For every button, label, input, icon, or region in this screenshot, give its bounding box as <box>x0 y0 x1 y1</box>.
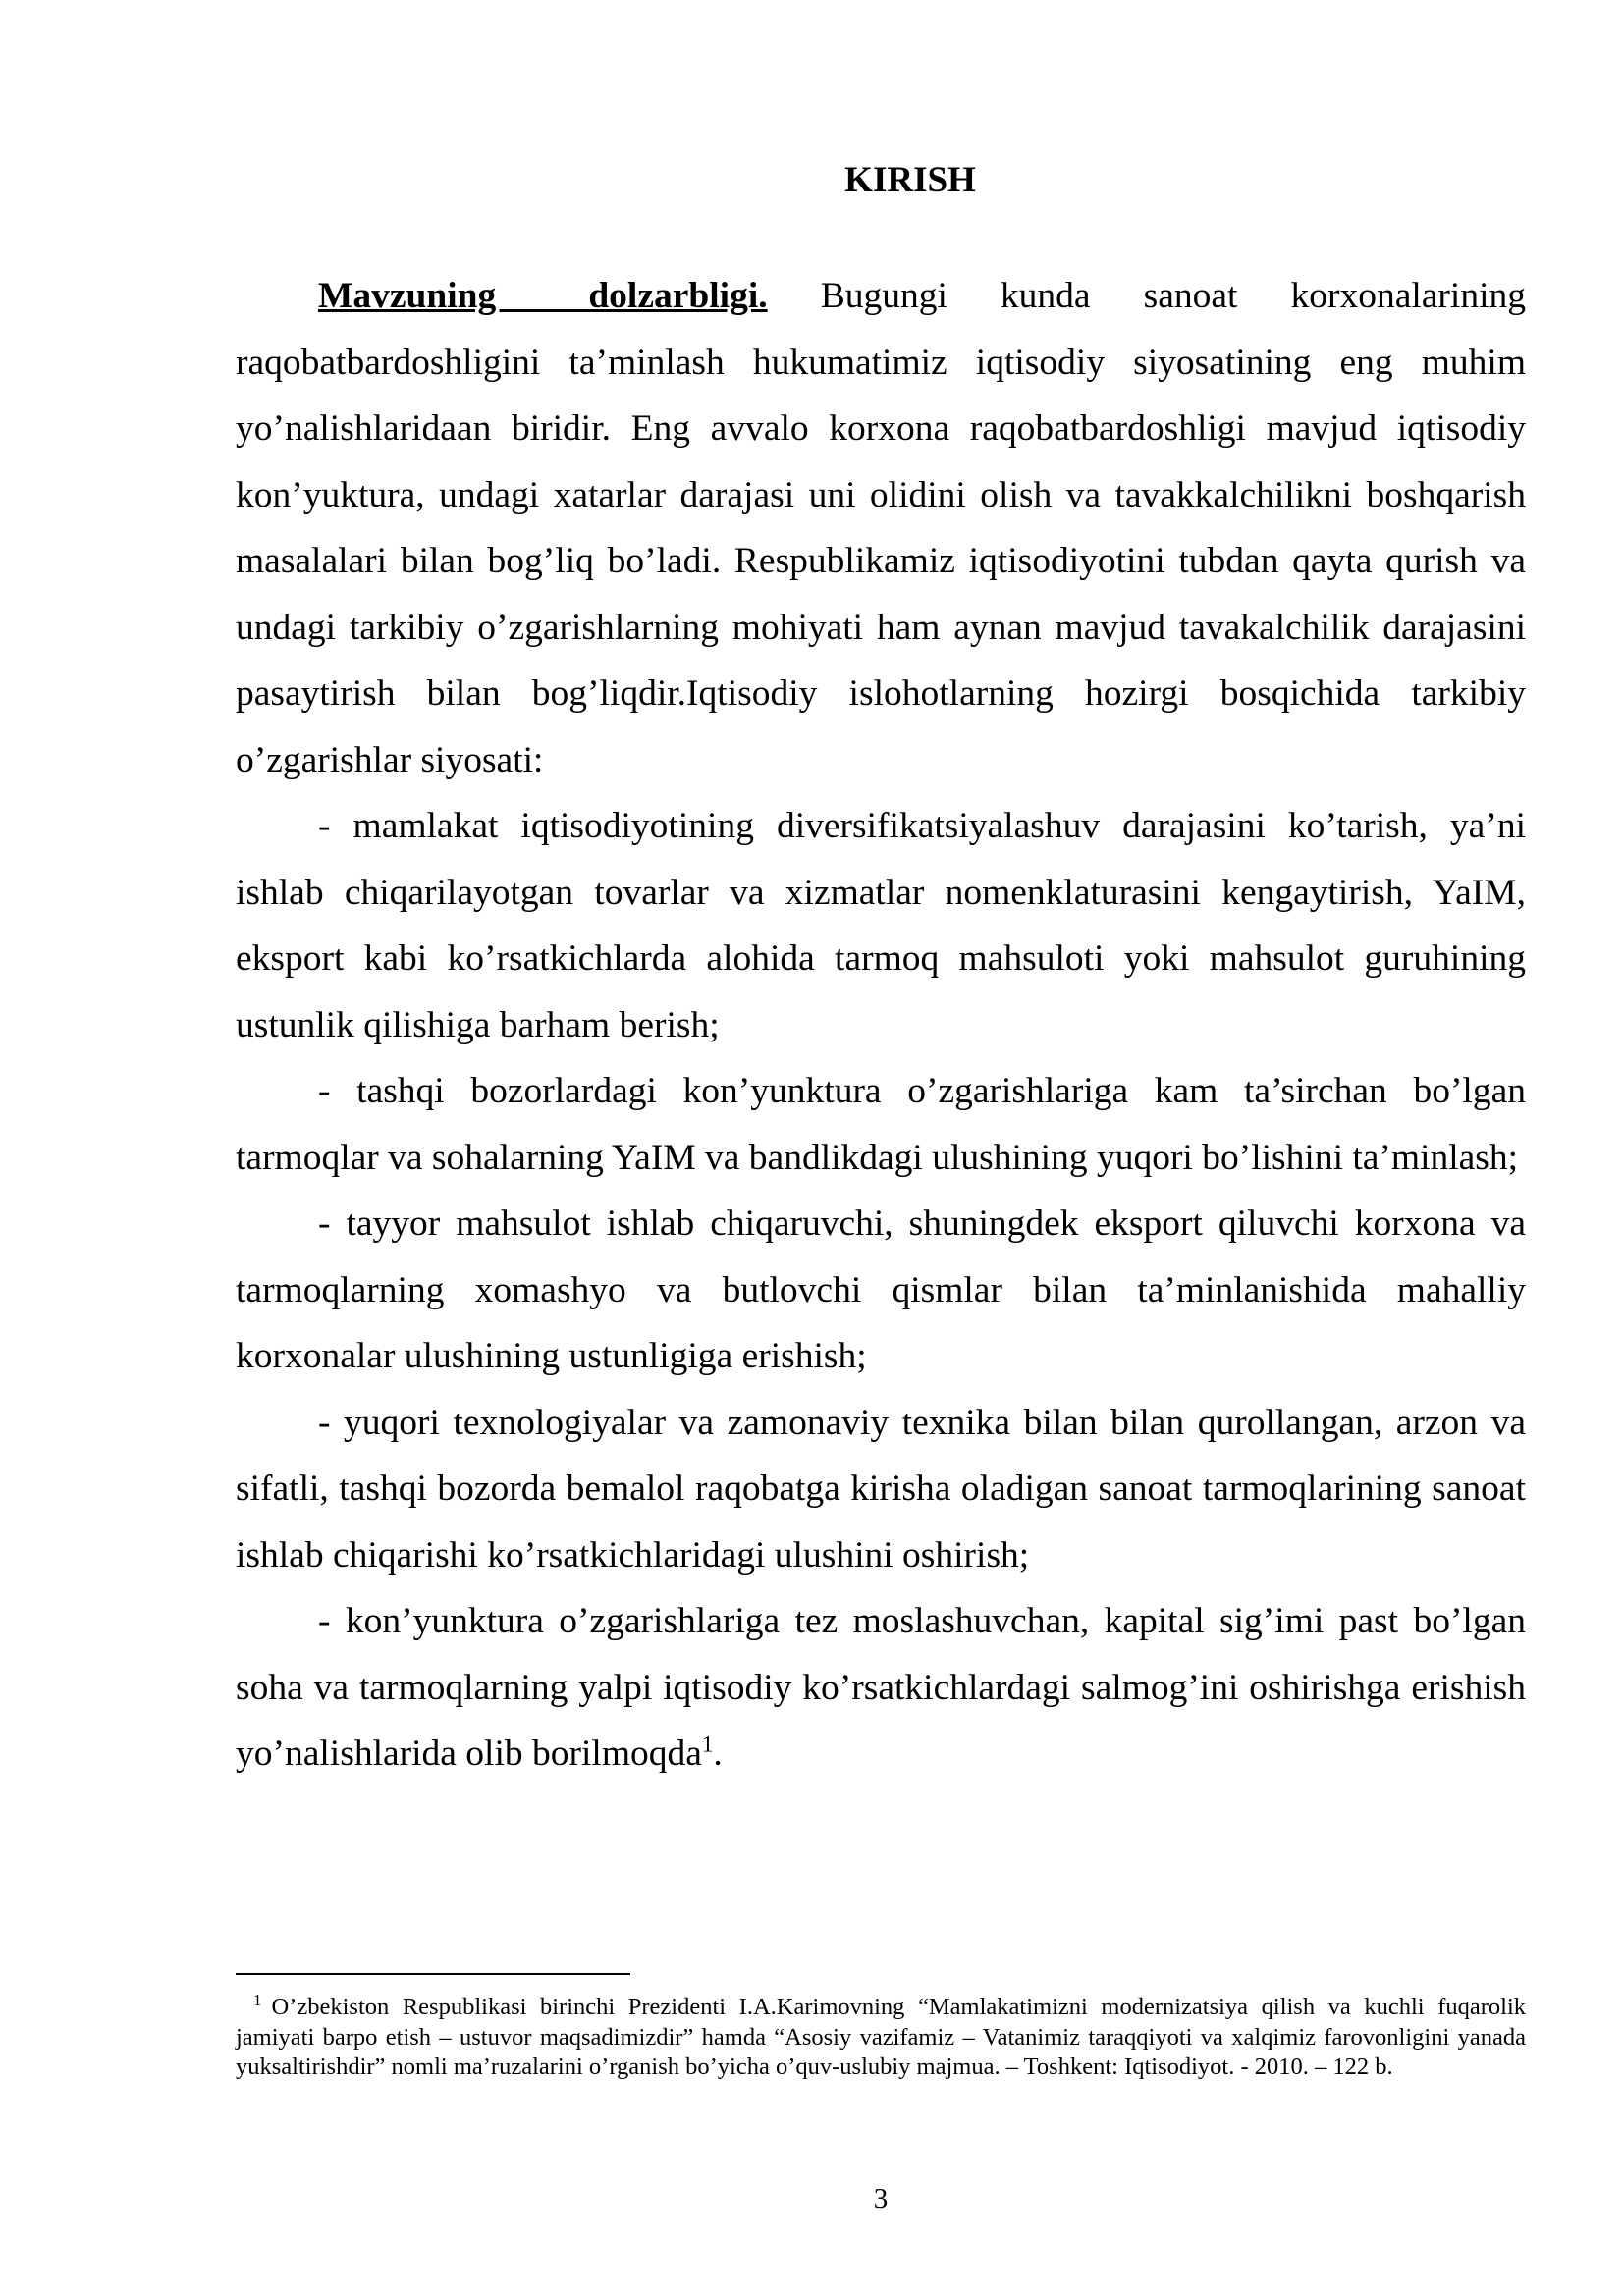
footnote-separator <box>236 1973 630 1975</box>
list-item-3: - tayyor mahsulot ishlab chiqaruvchi, shuningdek eksport qiluvchi korxona va tarmoqlarning xomashyo va butlovchi qismlar bilan ta’minlanishida mahalliy korxonalar ulushining ustunligiga erishish; <box>236 1203 1526 1376</box>
footnote-reference[interactable]: 1 <box>701 1732 714 1757</box>
list-item-1: - mamlakat iqtisodiyotining diversifikatsiyalashuv darajasini ko’tarish, ya’ni ishlab chiqarilayotgan tovarlar va xizmatlar nomenklaturasini kengaytirish, YaIM, eksport kabi ko’rsatkichlarda alohida tarmoq mahsuloti yoki mahsulot guruhining ustunlik qilishiga barham berish; <box>236 806 1526 1045</box>
footnote-number: 1 <box>253 1990 262 2009</box>
footnote <box>236 1990 1526 2083</box>
footnote-text: O’zbekiston Respublikasi birinchi Prezidenti I.A.Karimovning “Mamlakatimizni modernizatsiya qilish va kuchli fuqarolik jamiyati barpo etish – ustuvor maqsadimizdir” hamda “Asosiy vazifamiz – Vatanimiz taraqqiyoti va xalqimiz farovonligini yanada yuksaltirishdir” nomli ma’ruzalarini o’rganish bo’yicha o’quv-uslubiy majmua. – Toshkent: Iqtisodiyot. - 2010. – 122 b. <box>236 1994 1526 2080</box>
list-item-2: - tashqi bozorlardagi kon’yunktura o’zgarishlariga kam ta’sirchan bo’lgan tarmoqlar va sohalarning YaIM va bandlikdagi ulushining yuqori bo’lishini ta’minlash; <box>236 1071 1526 1178</box>
paragraph-relevance <box>236 263 1526 793</box>
relevance-label: Mavzuning dolzarbligi. <box>318 276 768 316</box>
relevance-text: Bugungi kunda sanoat korxonalarining raqobatbardoshligini ta’minlash hukumatimiz iqtisodiy siyosatining eng muhim yo’nalishlaridaan biridir. Eng avvalo korxona raqobatbardoshligi mavjud iqtisodiy kon’yuktura, undagi xatarlar darajasi uni olidini olish va tavakkalchilikni boshqarish masalalari bilan bog’liq bo’ladi. Respublikamiz iqtisodiyotini tubdan qayta qurish va undagi tarkibiy o’zgarishlarning mohiyati ham aynan mavjud tavakalchilik darajasini pasaytirish bilan bog’liqdir.Iqtisodiy islohotlarning hozirgi bosqichida tarkibiy o’zgarishlar siyosati: <box>236 276 1526 780</box>
list-item-5 <box>236 1588 1526 1788</box>
page-number: 3 <box>873 2183 889 2215</box>
list-item-5-end: . <box>713 1734 723 1774</box>
list-item-4: - yuqori texnologiyalar va zamonaviy texnika bilan bilan qurollangan, arzon va sifatli, tashqi bozorda bemalol raqobatga kirisha oladigan sanoat tarmoqlarining sanoat ishlab chiqarishi ko’rsatkichlaridagi ulushini oshirish; <box>236 1402 1526 1575</box>
body-text <box>236 263 1526 1788</box>
section-title: KIRISH <box>844 160 976 200</box>
list-item-5-text: - kon’yunktura o’zgarishlariga tez moslashuvchan, kapital sig’imi past bo’lgan soha va tarmoqlarning yalpi iqtisodiy ko’rsatkichlardagi salmog’ini oshirishga erishish yo’nalishlarida olib borilmoqda <box>236 1601 1526 1774</box>
